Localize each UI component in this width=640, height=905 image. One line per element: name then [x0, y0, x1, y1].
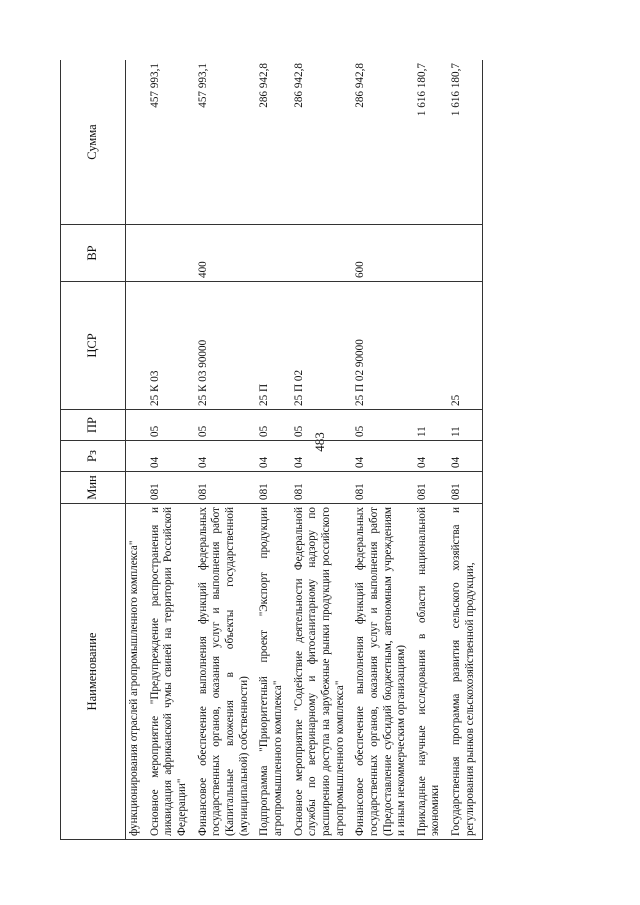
header-csr: ЦСР [61, 282, 126, 410]
row-pr: 05 [147, 410, 195, 441]
row-vr [291, 225, 353, 282]
table-row [147, 60, 195, 840]
row-pr: 05 [352, 410, 414, 441]
row-name: Подпрограмма "Приоритетный проект "Экспорт продукции агропромышленного комплекса" [256, 504, 290, 840]
table-row [414, 60, 448, 840]
row-min: 081 [414, 472, 448, 504]
budget-table-container [60, 60, 612, 840]
row-name: Основное мероприятие "Содействие деятельности Федеральной службы по ветеринарному и фитосанитарному надзору по расширению доступа на зарубежные рынки продукции российского агропромышленного комплекса" [291, 504, 353, 840]
row-min: 081 [195, 472, 257, 504]
row-name: Прикладные научные исследования в области национальной экономики [414, 504, 448, 840]
table-row [256, 60, 290, 840]
table-row [195, 60, 257, 840]
row-sum: 1 616 180,7 [448, 60, 483, 225]
row-vr: 600 [352, 225, 414, 282]
header-sum: Сумма [61, 60, 126, 225]
row-csr: 25 К 03 [147, 282, 195, 410]
row-name: Финансовое обеспечение выполнения функций федеральных государственных органов, оказания услуг и выполнения работ (Предоставление субсидий бюджетным, автономным учреждениям и иным некоммерческим организациям) [352, 504, 414, 840]
row-min: 081 [448, 472, 483, 504]
page-number: 483 [312, 432, 327, 452]
header-rz: Рз [61, 441, 126, 472]
row-sum: 286 942,8 [291, 60, 353, 225]
row-name: Государственная программа развития сельского хозяйства и регулирования рынков сельскохозяйственной продукции, [448, 504, 483, 840]
row-sum: 1 616 180,7 [414, 60, 448, 225]
row-pr: 11 [448, 410, 483, 441]
row-name: функционирования отраслей агропромышленного комплекса" [126, 504, 147, 840]
row-rz [126, 441, 147, 472]
header-vr: ВР [61, 225, 126, 282]
row-rz: 04 [352, 441, 414, 472]
table-row [352, 60, 414, 840]
row-vr [256, 225, 290, 282]
row-rz: 04 [256, 441, 290, 472]
row-rz: 04 [195, 441, 257, 472]
table-row [448, 60, 483, 840]
table-header-row [61, 60, 126, 840]
row-sum: 457 993,1 [147, 60, 195, 225]
header-min: Мин [61, 472, 126, 504]
row-csr [126, 282, 147, 410]
row-min: 081 [291, 472, 353, 504]
row-sum: 286 942,8 [256, 60, 290, 225]
budget-table [60, 60, 483, 840]
row-sum: 457 993,1 [195, 60, 257, 225]
row-min: 081 [352, 472, 414, 504]
row-vr [147, 225, 195, 282]
row-min: 081 [147, 472, 195, 504]
header-name: Наименование [61, 504, 126, 840]
row-sum: 286 942,8 [352, 60, 414, 225]
table-row [126, 60, 147, 840]
row-csr: 25 П [256, 282, 290, 410]
row-csr: 25 П 02 [291, 282, 353, 410]
row-name: Финансовое обеспечение выполнения функций федеральных государственных органов, оказания услуг и выполнения работ (Капитальные вложения в объекты государственной (муниципальной) собственности) [195, 504, 257, 840]
rotated-page-content [60, 60, 612, 840]
table-row [291, 60, 353, 840]
row-pr: 05 [291, 410, 353, 441]
row-csr: 25 П 02 90000 [352, 282, 414, 410]
row-vr [126, 225, 147, 282]
row-csr: 25 [448, 282, 483, 410]
row-pr: 05 [256, 410, 290, 441]
row-min [126, 472, 147, 504]
row-rz: 04 [291, 441, 353, 472]
row-rz: 04 [414, 441, 448, 472]
row-name: Основное мероприятие "Предупреждение распространения и ликвидация африканской чумы свиней на территории Российской Федерации" [147, 504, 195, 840]
row-pr: 05 [195, 410, 257, 441]
row-vr [414, 225, 448, 282]
header-pr: ПР [61, 410, 126, 441]
row-sum [126, 60, 147, 225]
row-csr: 25 К 03 90000 [195, 282, 257, 410]
row-csr [414, 282, 448, 410]
row-pr [126, 410, 147, 441]
row-vr [448, 225, 483, 282]
row-vr: 400 [195, 225, 257, 282]
row-rz: 04 [448, 441, 483, 472]
row-min: 081 [256, 472, 290, 504]
row-rz: 04 [147, 441, 195, 472]
row-pr: 11 [414, 410, 448, 441]
